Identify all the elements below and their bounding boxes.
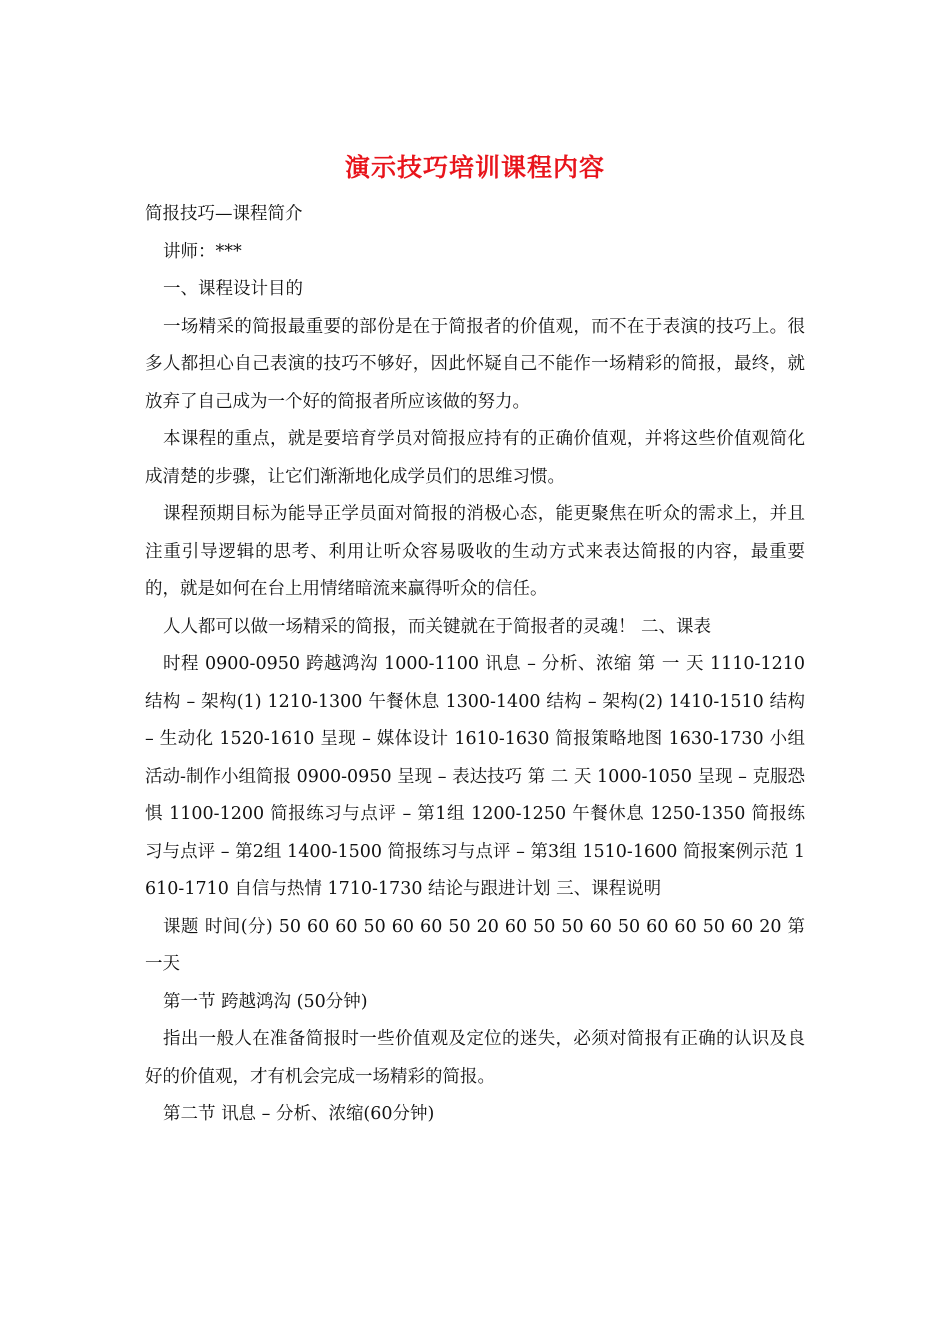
- document-body: [145, 196, 805, 1134]
- paragraph-purpose-2: 本课程的重点，就是要培育学员对简报应持有的正确价值观，并将这些价值观简化成清楚的步骤，让它们渐渐地化成学员们的思维习惯。: [145, 429, 805, 487]
- paragraph-purpose-3: 课程预期目标为能导正学员面对简报的消极心态，能更聚焦在听众的需求上，并且注重引导逻辑的思考、利用让听众容易吸收的生动方式来表达简报的内容，最重要的，就是如何在台上用情绪暗流来赢得听众的信任。: [145, 504, 805, 599]
- section-heading-purpose: 一、课程设计目的: [163, 279, 303, 299]
- paragraph-purpose-4: 人人都可以做一场精采的简报，而关键就在于简报者的灵魂！ 二、课表: [163, 616, 712, 637]
- paragraph-purpose-1: 一场精采的简报最重要的部份是在于简报者的价值观，而不在于表演的技巧上。很多人都担心自己表演的技巧不够好，因此怀疑自己不能作一场精彩的简报，最终，就放弃了自己成为一个好的简报者所应该做的努力。: [145, 316, 805, 412]
- paragraph-lecturer: 讲师：***: [163, 241, 242, 262]
- paragraph-course-intro: 简报技巧—课程简介: [145, 204, 303, 224]
- paragraph-section-1-heading: 第一节 跨越鸿沟 (50分钟): [163, 991, 368, 1012]
- paragraph-schedule: 时程 0900-0950 跨越鸿沟 1000-1100 讯息 – 分析、浓缩 第 一 天 1110-1210 结构 – 架构(1) 1210-1300 午餐休息 1300-1400 结构 – 架构(2) 1410-1510 结构 – 生动化 1520-1610 呈现 – 媒体设计 1610-1630 简报策略地图 1630-1730 小组活动-制作小组简报 0900-0950 呈现 – 表达技巧 第 二 天 1000-1050 呈现 – 克服恐惧 1100-1200 简报练习与点评 – 第1组 1200-1250 午餐休息 1250-1350 简报练习与点评 – 第2组 1400-1500 简报练习与点评 – 第3组 1510-1600 简报案例示范 1610-1710 自信与热情 1710-1730 结论与跟进计划 三、课程说明: [145, 654, 805, 899]
- paragraph-topic-times: 课题 时间(分) 50 60 60 50 60 60 50 20 60 50 50 60 50 60 60 50 60 20 第一天: [145, 916, 805, 974]
- paragraph-section-1-body: 指出一般人在准备简报时一些价值观及定位的迷失，必须对简报有正确的认识及良好的价值观，才有机会完成一场精彩的简报。: [145, 1029, 805, 1087]
- paragraph-section-2-heading: 第二节 讯息 – 分析、浓缩(60分钟): [163, 1104, 435, 1124]
- document-title: 演示技巧培训课程内容: [344, 153, 605, 182]
